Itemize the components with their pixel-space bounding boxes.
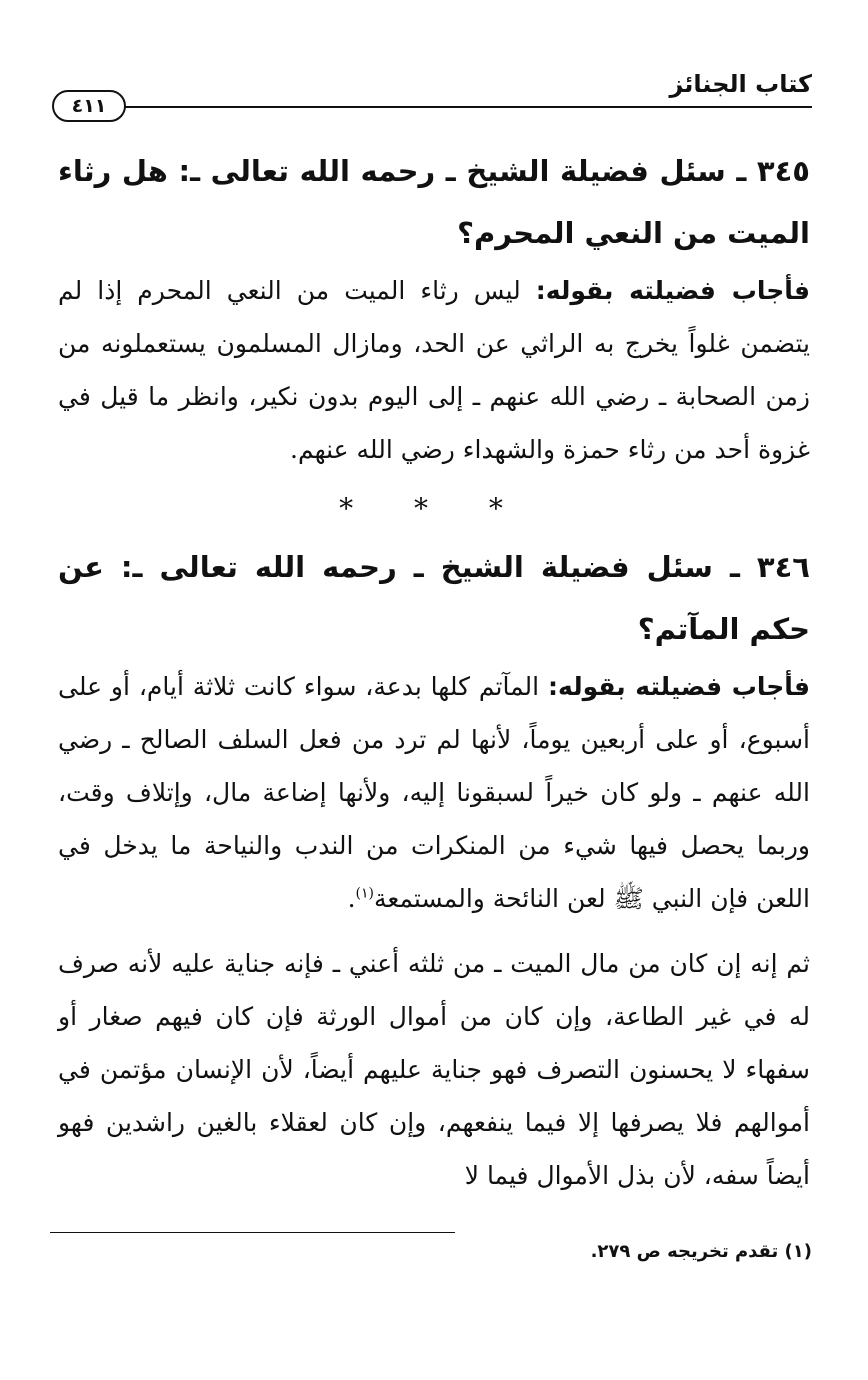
footnote-rule [50,1232,455,1233]
running-header [52,68,812,117]
page-number: ٤١١ [52,90,126,122]
answer-lead: فأجاب فضيلته بقوله: [535,276,810,305]
answer-text: ثم إنه إن كان من مال الميت ـ من ثلثه أعني ـ فإنه جناية عليه لأنه صرف له في غير الطاعة، وإن كان من أموال الورثة فإن كان فيهم صغار أو سفهاء لا يحسنون التصرف فهو جناية عليهم أيضاً، لأن الإنسان مؤتمن في أموالهم فلا يصرفها إلا فيما ينفعهم، وإن كان لعقلاء بالغين راشدين فهو أيضاً سفه، لأن بذل الأموال فيما لا [58,949,810,1190]
question-heading: ٣٤٥ ـ سئل فضيلة الشيخ ـ رحمه الله تعالى ـ: هل رثاء الميت من النعي المحرم؟ [58,154,810,250]
section-separator: * * * [339,492,529,525]
page-content [58,140,810,1202]
header-rule [112,106,812,108]
answer-paragraph [58,937,810,1202]
answer-paragraph [58,264,810,476]
footnote-marker: (١) [355,885,374,902]
answer-lead: فأجاب فضيلته بقوله: [548,672,810,701]
answer-text: ليس رثاء الميت من النعي المحرم إذا لم يتضمن غلواً يخرج به الراثي عن الحد، ومازال المسلمون يستعملونه من زمن الصحابة ـ رضي الله عنهم ـ إلى اليوم بدون نكير، وانظر ما قيل في غزوة أحد من رثاء حمزة والشهداء رضي الله عنهم. [58,276,810,464]
chapter-title: كتاب الجنائز [669,70,812,98]
answer-text-end: . [347,884,356,913]
question-heading: ٣٤٦ ـ سئل فضيلة الشيخ ـ رحمه الله تعالى ـ: عن حكم المآتم؟ [58,550,810,646]
answer-text: المآتم كلها بدعة، سواء كانت ثلاثة أيام، أو على أسبوع، أو على أربعين يوماً، لأنها لم ترد من فعل السلف الصالح ـ رضي الله عنهم ـ ولو كان خيراً لسبقونا إليه، ولأنها إضاعة مال، وإتلاف وقت، وربما يحصل فيها شيء من المنكرات من الندب والنياحة ما يدخل في اللعن فإن النبي ﷺ لعن النائحة والمستمعة [58,672,810,913]
footnote: (١) تقدم تخريجه ص ٢٧٩. [590,1241,812,1262]
answer-paragraph [58,660,810,925]
